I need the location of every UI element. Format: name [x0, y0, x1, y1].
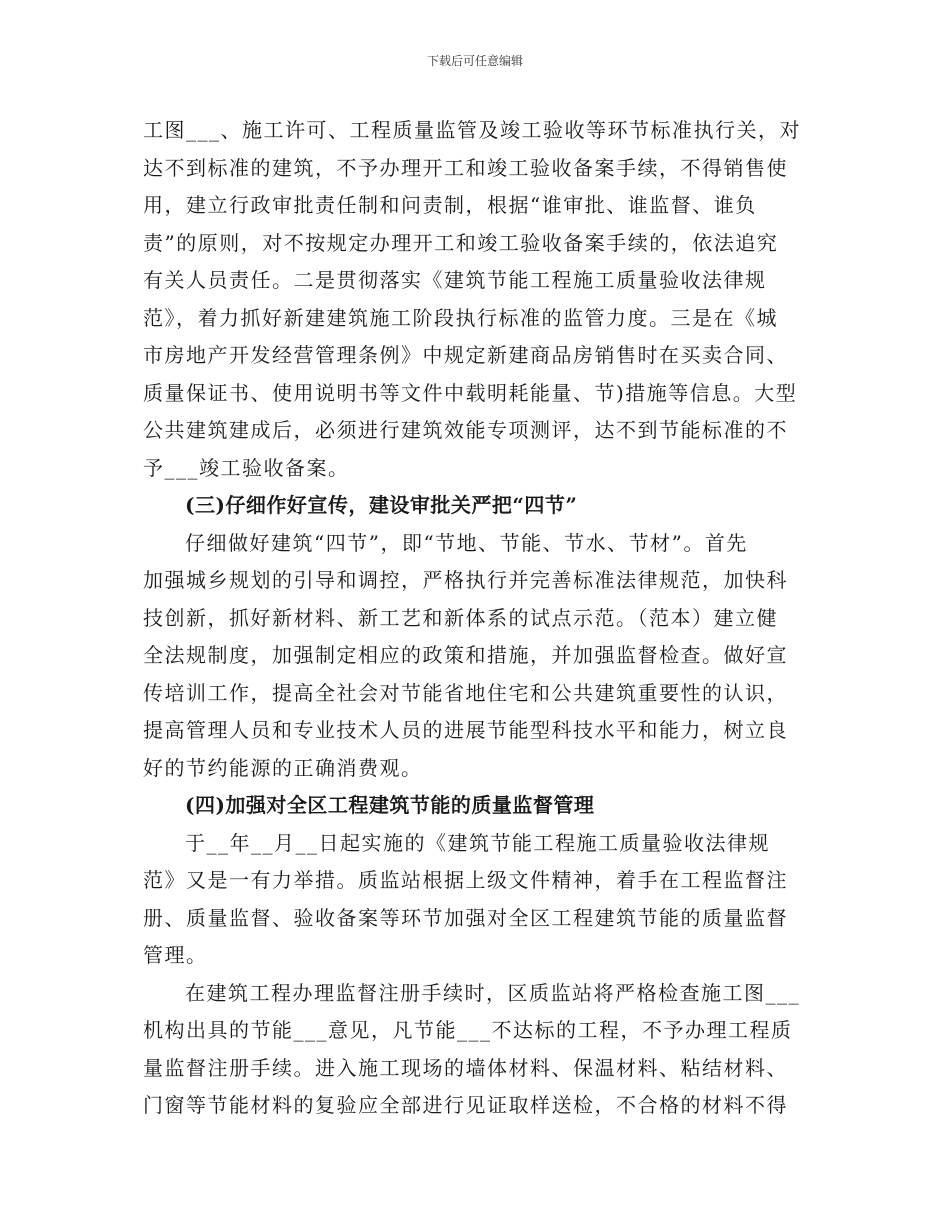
- text-line: 范》，着力抓好新建建筑施工阶段执行标准的监管力度。三是在《城: [143, 305, 778, 330]
- text-line: 传培训工作，提高全社会对节能省地住宅和公共建筑重要性的认识，: [143, 680, 788, 705]
- page-header: 下载后可任意编辑: [426, 54, 523, 68]
- text-line: 技创新，抓好新材料、新工艺和新体系的试点示范。（范本）建立健: [143, 605, 778, 630]
- text-line: 市房地产开发经营管理条例》中规定新建商品房销售时在买卖合同、: [143, 343, 788, 367]
- text-line: 管理。: [143, 943, 208, 967]
- text-line: 加强城乡规划的引导和调控，严格执行并完善标准法律规范，加快科: [143, 568, 788, 592]
- section-heading: (三)仔细作好宣传，建设审批关严把“四节”: [185, 493, 578, 517]
- text-line: 仔细做好建筑“四节”，即“节地、节能、节水、节材”。首先: [185, 530, 748, 555]
- text-line: 工图___、施工许可、工程质量监管及竣工验收等环节标准执行关，对: [143, 118, 801, 142]
- text-line: 好的节约能源的正确消费观。: [143, 755, 423, 780]
- text-line: 于__年__月__日起实施的《建筑节能工程施工质量验收法律规: [185, 830, 770, 855]
- text-line: 有关人员责任。二是贯彻落实《建筑节能工程施工质量验收法律规: [143, 268, 767, 292]
- text-line: 责”的原则，对不按规定办理开工和竣工验收备案手续的，依法追究: [143, 230, 779, 255]
- text-line: 达不到标准的建筑，不予办理开工和竣工验收备案手续，不得销售使: [143, 155, 788, 180]
- text-line: 机构出具的节能___意见，凡节能___不达标的工程，不予办理工程质: [143, 1018, 793, 1042]
- text-line: 质量保证书、使用说明书等文件中载明耗能量、节)措施等信息。大型: [143, 380, 798, 405]
- text-line: 册、质量监督、验收备案等环节加强对全区工程建筑节能的质量监督: [143, 905, 788, 930]
- text-line: 量监督注册手续。进入施工现场的墙体材料、保温材料、粘结材料、: [143, 1055, 788, 1080]
- text-line: 范》又是一有力举措。质监站根据上级文件精神，着手在工程监督注: [143, 868, 788, 892]
- text-line: 提高管理人员和专业技术人员的进展节能型科技水平和能力，树立良: [143, 718, 788, 742]
- text-line: 予___竣工验收备案。: [143, 455, 350, 480]
- text-line: 在建筑工程办理监督注册手续时，区质监站将严格检查施工图___: [185, 980, 800, 1005]
- section-heading: (四)加强对全区工程建筑节能的质量监督管理: [185, 793, 595, 817]
- text-line: 用，建立行政审批责任制和问责制，根据“谁审批、谁监督、谁负: [143, 193, 757, 217]
- text-line: 公共建筑建成后，必须进行建筑效能专项测评，达不到节能标准的不: [143, 418, 788, 442]
- body-text: [143, 112, 823, 1125]
- text-line: 门窗等节能材料的复验应全部进行见证取样送检，不合格的材料不得: [143, 1093, 788, 1117]
- text-line: 全法规制度，加强制定相应的政策和措施，并加强监督检查。做好宣: [143, 643, 788, 667]
